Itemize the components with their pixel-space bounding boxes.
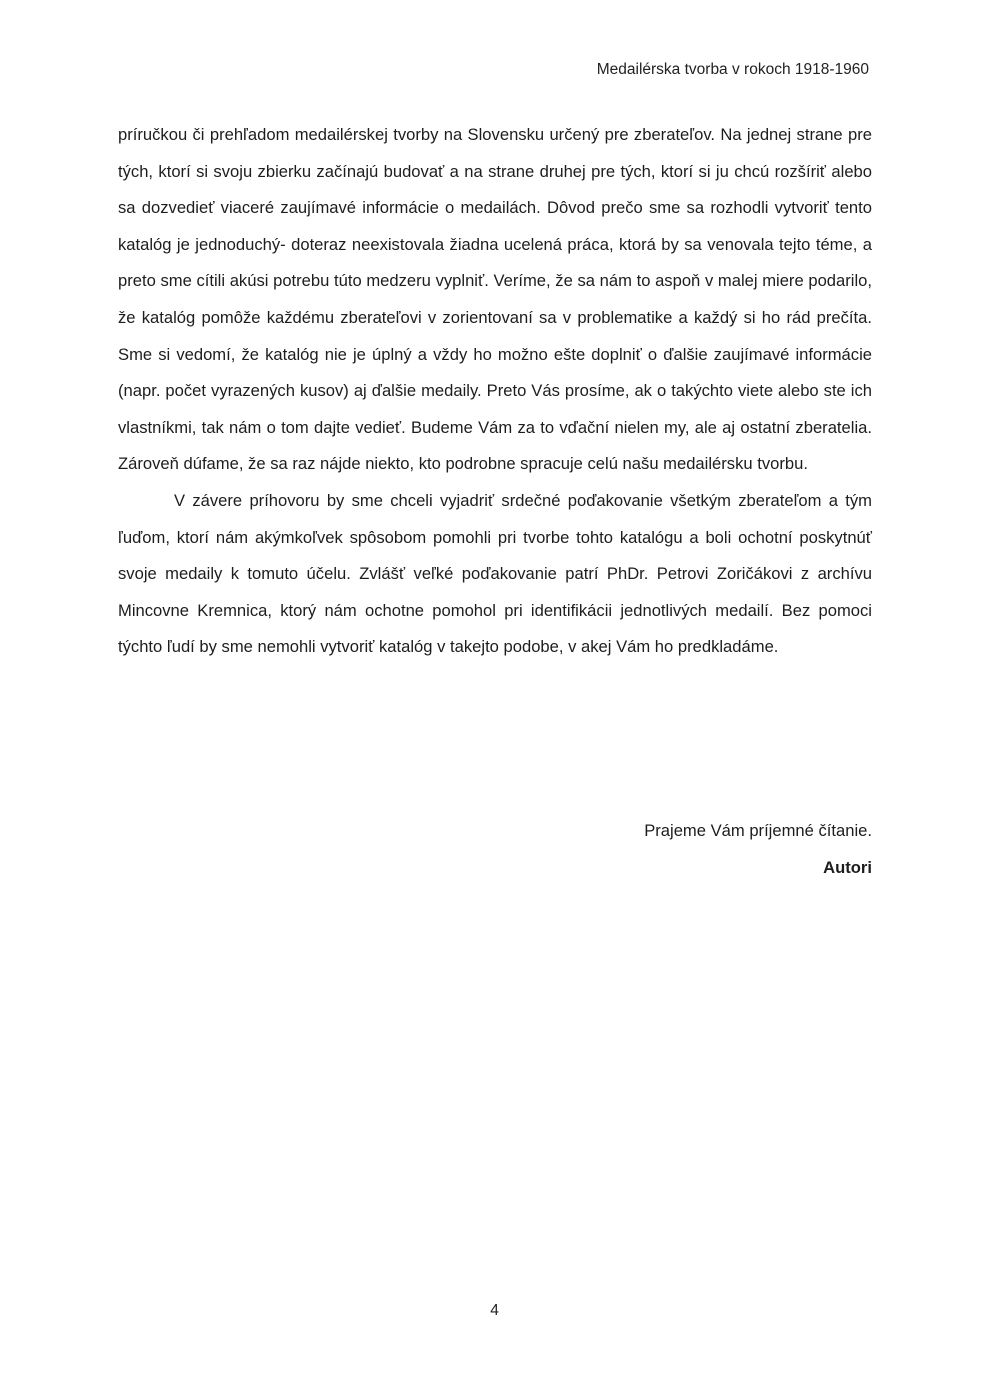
body-text: [118, 117, 872, 666]
page-number: 4: [490, 1302, 499, 1319]
closing-signature: Autori: [823, 857, 872, 877]
running-header-title: Medailérska tvorba v rokoch 1918-1960: [596, 61, 869, 78]
closing-block: [644, 813, 872, 886]
paragraph-continuation: príručkou či prehľadom medailérskej tvorby na Slovensku určený pre zberateľov. Na jednej strane pre tých, ktorí si svoju zbierku začínajú budovať a na strane druhej pre tých, ktorí si ju chcú rozšíriť alebo sa dozvedieť viaceré zaujímavé informácie o medailách. Dôvod prečo sme sa rozhodli vytvoriť tento katalóg je jednoduchý- doteraz neexistovala žiadna ucelená práca, ktorá by sa venovala tejto téme, a preto sme cítili akúsi potrebu túto medzeru vyplniť. Veríme, že sa nám to aspoň v malej miere podarilo, že katalóg pomôže každému zberateľovi v zorientovaní sa v problematike a každý si ho rád prečíta. Sme si vedomí, že katalóg nie je úplný a vždy ho možno ešte doplniť o ďalšie zaujímavé informácie (napr. počet vyrazených kusov) aj ďalšie medaily. Preto Vás prosíme, ak o takýchto viete alebo ste ich vlastníkmi, tak nám o tom dajte vedieť. Budeme Vám za to vďační nielen my, ale aj ostatní zberatelia. Zároveň dúfame, že sa raz nájde niekto, kto podrobne spracuje celú našu medailérsku tvorbu.: [118, 125, 872, 474]
closing-greeting: Prajeme Vám príjemné čítanie.: [644, 821, 872, 840]
paragraph-acknowledgements: V závere príhovoru by sme chceli vyjadriť srdečné poďakovanie všetkým zberateľom a tým ľuďom, ktorí nám akýmkoľvek spôsobom pomohli pri tvorbe tohto katalógu a boli ochotní poskytnúť svoje medaily k tomuto účelu. Zvlášť veľké poďakovanie patrí PhDr. Petrovi Zoričákovi z archívu Mincovne Kremnica, ktorý nám ochotne pomohol pri identifikácii jednotlivých medailí. Bez pomoci týchto ľudí by sme nemohli vytvoriť katalóg v takejto podobe, v akej Vám ho predkladáme.: [118, 490, 872, 657]
